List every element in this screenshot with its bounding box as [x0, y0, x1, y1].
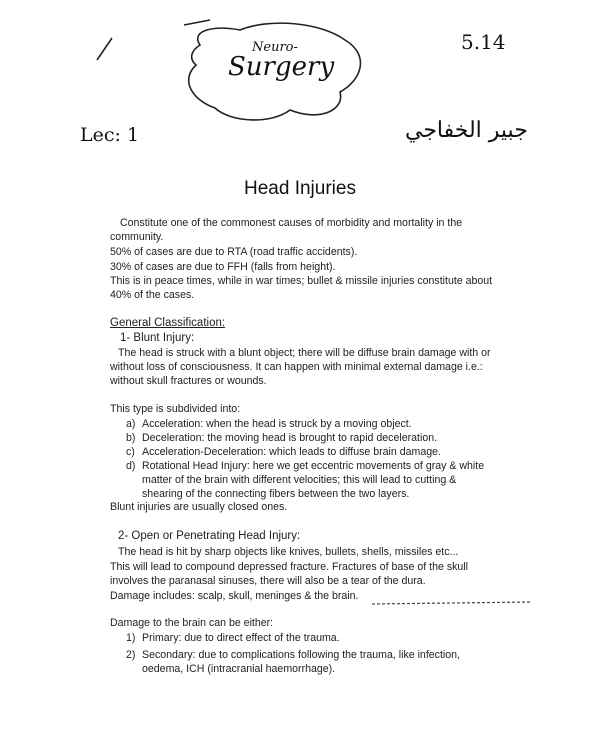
list-text: Primary: due to direct effect of the trauma.	[142, 632, 340, 644]
list-item	[126, 631, 340, 645]
blunt-closing: Blunt injuries are usually closed ones.	[110, 501, 288, 513]
damage-intro: Damage to the brain can be either:	[110, 617, 274, 629]
list-item	[126, 431, 437, 445]
blunt-para-2: without loss of consciousness. It can happen with minimal external damage i.e.:	[110, 361, 483, 373]
list-marker: b)	[126, 432, 136, 444]
list-item-continuation: shearing of the connecting fibers between the two layers.	[142, 488, 410, 500]
pen-stroke-dash	[184, 20, 210, 25]
list-item	[126, 417, 412, 431]
list-marker: c)	[126, 446, 135, 458]
author-name: جبير الخفاجي	[405, 118, 528, 143]
intro-line-1: Constitute one of the commonest causes of morbidity and mortality in the	[120, 217, 463, 229]
course-name: Surgery	[228, 52, 335, 82]
open-para-3: involves the paranasal sinuses, there will also be a tear of the dura.	[110, 575, 426, 587]
open-para-2: This will lead to compound depressed fracture. Fractures of base of the skull	[110, 561, 469, 573]
blunt-heading: 1- Blunt Injury:	[120, 332, 195, 344]
list-text: Rotational Head Injury: here we get eccentric movements of gray & white	[142, 460, 485, 472]
list-text: Deceleration: the moving head is brought to rapid deceleration.	[142, 432, 438, 444]
list-item	[126, 445, 441, 459]
intro-line-3: 50% of cases are due to RTA (road traffic accidents).	[110, 246, 358, 258]
course-name-top: Neuro-	[252, 40, 298, 55]
open-para-4: Damage includes: scalp, skull, meninges & the brain.	[110, 590, 359, 602]
classification-heading: General Classification:	[110, 317, 226, 329]
open-para-1: The head is hit by sharp objects like knives, bullets, shells, missiles etc...	[118, 546, 459, 558]
scan-rule-line	[0, 598, 600, 610]
list-marker: 1)	[126, 632, 136, 644]
list-item	[126, 459, 484, 473]
list-text: Secondary: due to complications following the trauma, like infection,	[142, 649, 460, 661]
open-heading: 2- Open or Penetrating Head Injury:	[118, 530, 301, 542]
intro-line-4: 30% of cases are due to FFH (falls from height).	[110, 261, 336, 273]
list-item	[126, 648, 460, 662]
lecture-date: 5.14	[461, 30, 506, 54]
list-marker: a)	[126, 418, 136, 430]
list-item-continuation: oedema, ICH (intracranial haemorrhage).	[142, 663, 336, 675]
list-item-continuation: matter of the brain with different velocities; this will lead to cutting &	[142, 474, 457, 486]
intro-line-6: 40% of the cases.	[110, 289, 195, 301]
list-marker: 2)	[126, 649, 136, 661]
pen-stroke-slash	[97, 38, 112, 60]
list-text: Acceleration: when the head is struck by a moving object.	[142, 418, 412, 430]
blunt-para-1: The head is struck with a blunt object; there will be diffuse brain damage with or	[118, 347, 491, 359]
lecture-number: Lec: 1	[80, 124, 140, 146]
intro-line-2: community.	[110, 231, 164, 243]
page-title: Head Injuries	[244, 178, 356, 199]
intro-line-5: This is in peace times, while in war times; bullet & missile injuries constitute about	[110, 275, 493, 287]
list-text: Acceleration-Deceleration: which leads to diffuse brain damage.	[142, 446, 441, 458]
blunt-subtypes-intro: This type is subdivided into:	[110, 403, 241, 415]
blunt-para-3: without skull fractures or wounds.	[110, 375, 267, 387]
list-marker: d)	[126, 460, 136, 472]
